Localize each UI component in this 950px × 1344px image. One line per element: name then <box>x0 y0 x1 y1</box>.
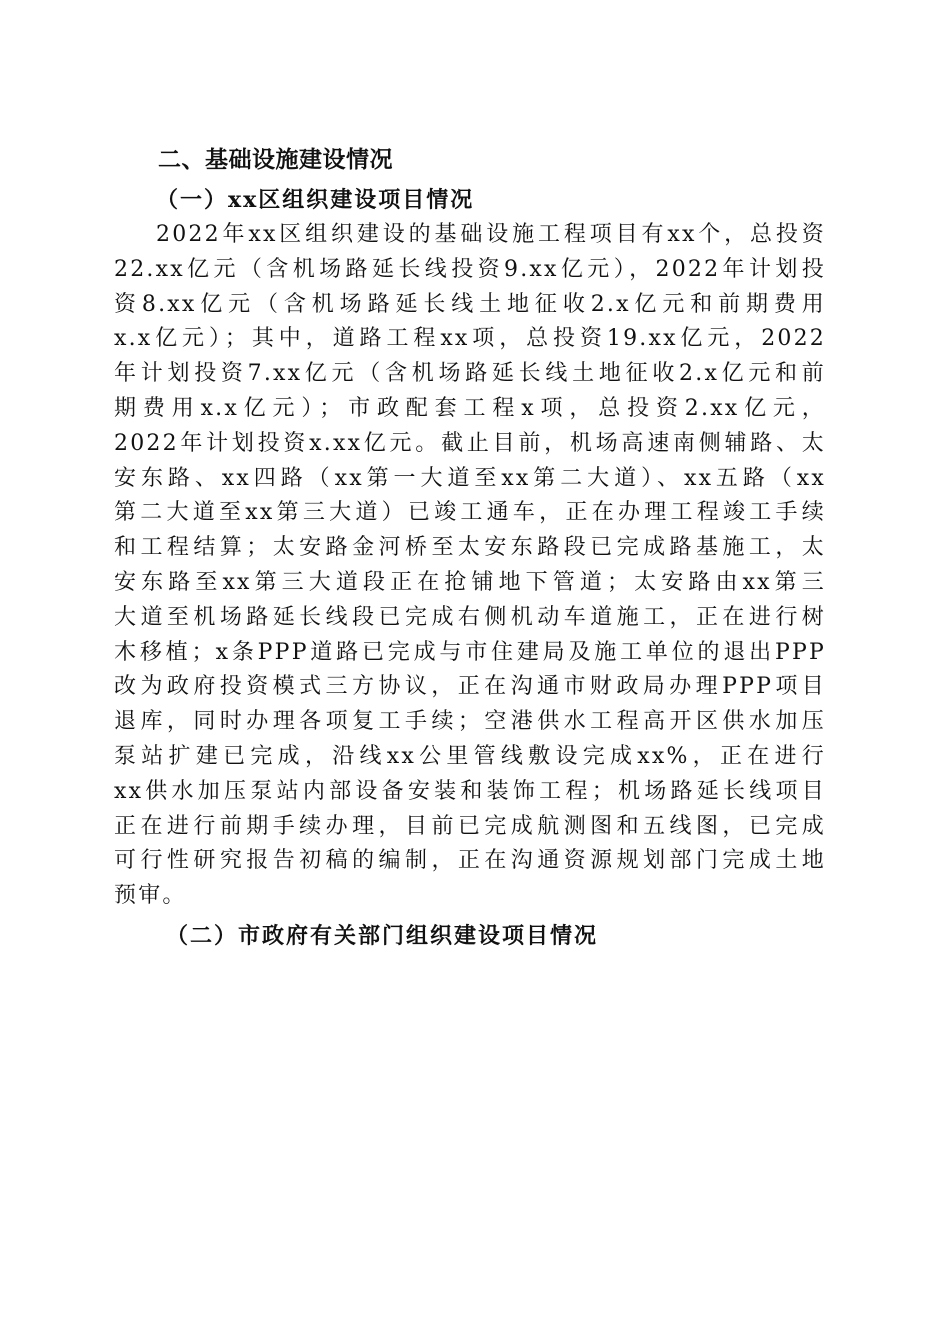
paragraph-line: 期费用x.x亿元）；市政配套工程x项，总投资2.xx亿元， <box>114 395 826 421</box>
paragraph-line: 22.xx亿元（含机场路延长线投资9.xx亿元），2022年计划投 <box>114 256 826 282</box>
paragraph-line: 预审。 <box>114 883 187 909</box>
subsection-heading-1: （一）xx区组织建设项目情况 <box>156 187 475 213</box>
paragraph-line: 退库，同时办理各项复工手续；空港供水工程高开区供水加压 <box>114 709 826 735</box>
paragraph-line: 改为政府投资模式三方协议，正在沟通市财政局办理PPP项目 <box>114 674 826 700</box>
paragraph-line: 2022年xx区组织建设的基础设施工程项目有xx个，总投资 <box>156 222 826 247</box>
paragraph-line: 安东路至xx第三大道段正在抢铺地下管道；太安路由xx第三 <box>114 569 826 595</box>
subsection-heading-2: （二）市政府有关部门组织建设项目情况 <box>166 922 599 949</box>
paragraph-line: 和工程结算；太安路金河桥至太安东路段已完成路基施工，太 <box>114 535 826 561</box>
paragraph-line: 正在进行前期手续办理，目前已完成航测图和五线图，已完成 <box>114 813 826 839</box>
paragraph-line: 泵站扩建已完成，沿线xx公里管线敷设完成xx%，正在进行 <box>114 743 826 769</box>
paragraph-line: 年计划投资7.xx亿元（含机场路延长线土地征收2.x亿元和前 <box>114 361 826 387</box>
paragraph-line: 可行性研究报告初稿的编制，正在沟通资源规划部门完成土地 <box>114 848 826 874</box>
body-paragraph <box>114 218 826 914</box>
paragraph-line: 大道至机场路延长线段已完成右侧机动车道施工，正在进行树 <box>114 604 826 630</box>
paragraph-line: 安东路、xx四路（xx第一大道至xx第二大道）、xx五路（xx <box>114 465 826 491</box>
paragraph-line: 木移植；x条PPP道路已完成与市住建局及施工单位的退出PPP <box>114 639 826 665</box>
section-heading: 二、基础设施建设情况 <box>158 147 393 173</box>
paragraph-line: x.x亿元）；其中，道路工程xx项，总投资19.xx亿元，2022 <box>114 326 826 352</box>
paragraph-line: 第二大道至xx第三大道）已竣工通车，正在办理工程竣工手续 <box>114 500 826 526</box>
document-page <box>114 140 826 954</box>
paragraph-line: 2022年计划投资x.xx亿元。截止目前，机场高速南侧辅路、太 <box>114 430 826 456</box>
paragraph-line: 资8.xx亿元（含机场路延长线土地征收2.x亿元和前期费用 <box>114 291 826 317</box>
paragraph-line: xx供水加压泵站内部设备安装和装饰工程；机场路延长线项目 <box>114 778 826 804</box>
